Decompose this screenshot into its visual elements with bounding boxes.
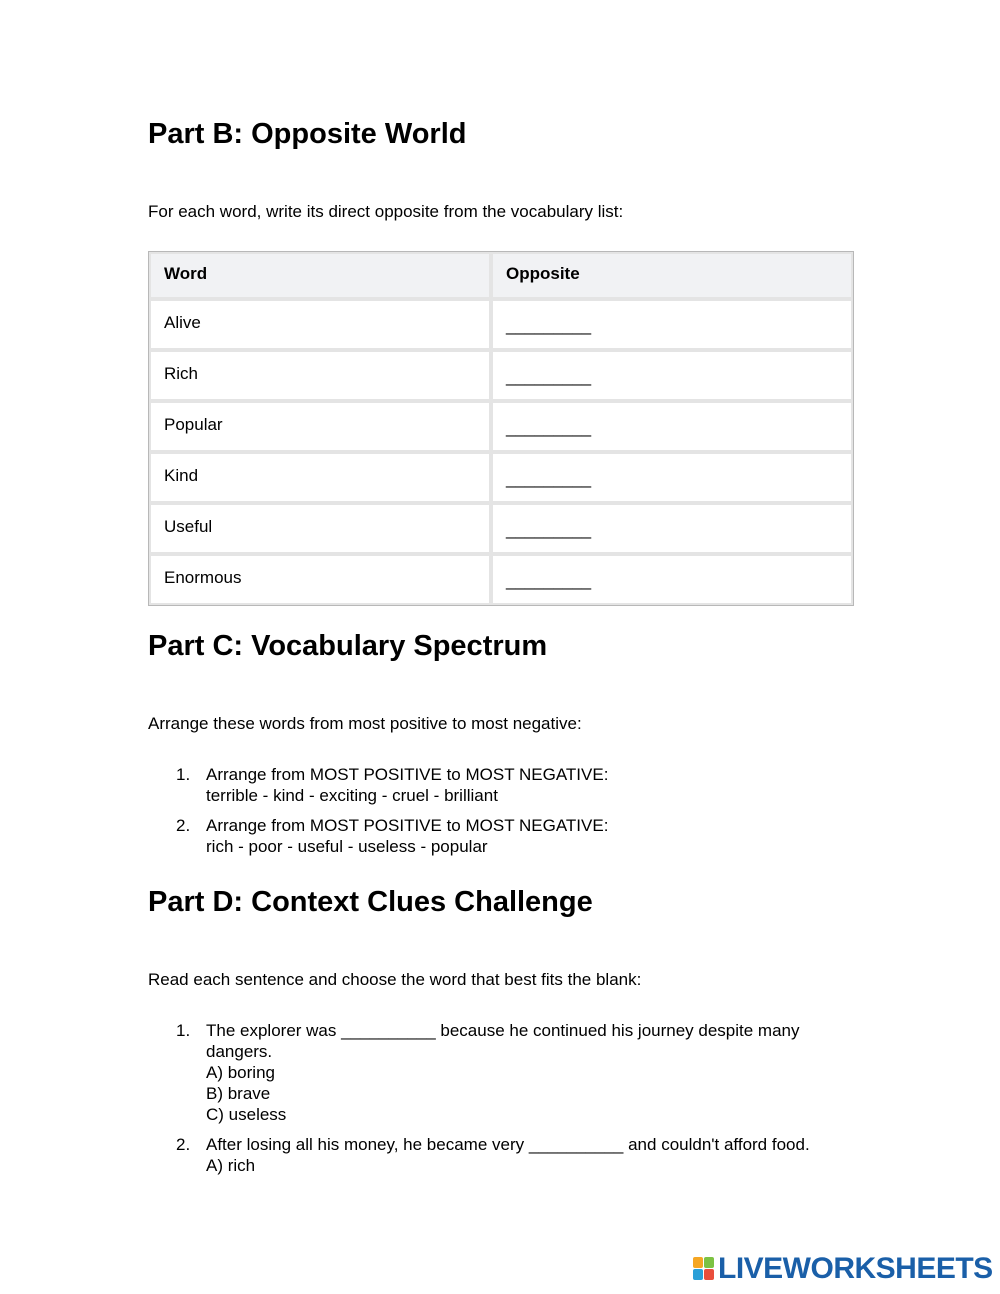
item-line: Arrange from MOST POSITIVE to MOST NEGATIVE: — [206, 816, 609, 835]
option-a: A) boring — [206, 1063, 275, 1082]
part-d-list — [148, 1020, 810, 1185]
item-line: terrible - kind - exciting - cruel - brilliant — [206, 786, 498, 805]
list-item — [148, 764, 608, 806]
list-item — [148, 1134, 810, 1176]
answer-blank[interactable]: _________ — [491, 554, 853, 605]
table-row — [149, 350, 853, 401]
table-row — [149, 554, 853, 605]
header-word: Word — [149, 252, 491, 299]
word-cell: Alive — [149, 299, 491, 350]
option-b: B) brave — [206, 1084, 271, 1103]
part-c-instruction: Arrange these words from most positive to most negative: — [148, 714, 582, 733]
table-header-row — [149, 252, 853, 299]
item-number: 2. — [176, 1135, 191, 1154]
part-c-list — [148, 764, 608, 866]
item-line: Arrange from MOST POSITIVE to MOST NEGATIVE: — [206, 765, 609, 784]
part-b-heading: Part B: Opposite World — [148, 118, 467, 150]
item-line: After losing all his money, he became very __________ and couldn't afford food. — [206, 1135, 810, 1154]
logo-text: LIVEWORKSHEETS — [718, 1252, 993, 1285]
answer-blank[interactable]: _________ — [491, 401, 853, 452]
item-number: 1. — [176, 765, 191, 784]
part-d-heading: Part D: Context Clues Challenge — [148, 886, 593, 918]
word-cell: Popular — [149, 401, 491, 452]
opposites-table — [148, 251, 854, 606]
answer-blank[interactable]: _________ — [491, 350, 853, 401]
list-item — [148, 815, 608, 857]
liveworksheets-logo — [693, 1254, 993, 1284]
header-opposite: Opposite — [491, 252, 853, 299]
option-c: C) useless — [206, 1105, 287, 1124]
item-line: rich - poor - useful - useless - popular — [206, 837, 488, 856]
part-d-instruction: Read each sentence and choose the word that best fits the blank: — [148, 970, 642, 989]
table-row — [149, 299, 853, 350]
word-cell: Useful — [149, 503, 491, 554]
item-number: 1. — [176, 1021, 191, 1040]
item-number: 2. — [176, 816, 191, 835]
word-cell: Enormous — [149, 554, 491, 605]
table-row — [149, 401, 853, 452]
table-row — [149, 452, 853, 503]
word-cell: Rich — [149, 350, 491, 401]
logo-mark-icon — [693, 1257, 715, 1281]
answer-blank[interactable]: _________ — [491, 503, 853, 554]
table-row — [149, 503, 853, 554]
part-c-heading: Part C: Vocabulary Spectrum — [148, 630, 548, 662]
item-line: The explorer was __________ because he continued his journey despite many — [206, 1021, 800, 1040]
part-b-instruction: For each word, write its direct opposite from the vocabulary list: — [148, 202, 624, 221]
word-cell: Kind — [149, 452, 491, 503]
option-a: A) rich — [206, 1156, 256, 1175]
answer-blank[interactable]: _________ — [491, 299, 853, 350]
answer-blank[interactable]: _________ — [491, 452, 853, 503]
item-line: dangers. — [206, 1042, 273, 1061]
list-item — [148, 1020, 810, 1125]
